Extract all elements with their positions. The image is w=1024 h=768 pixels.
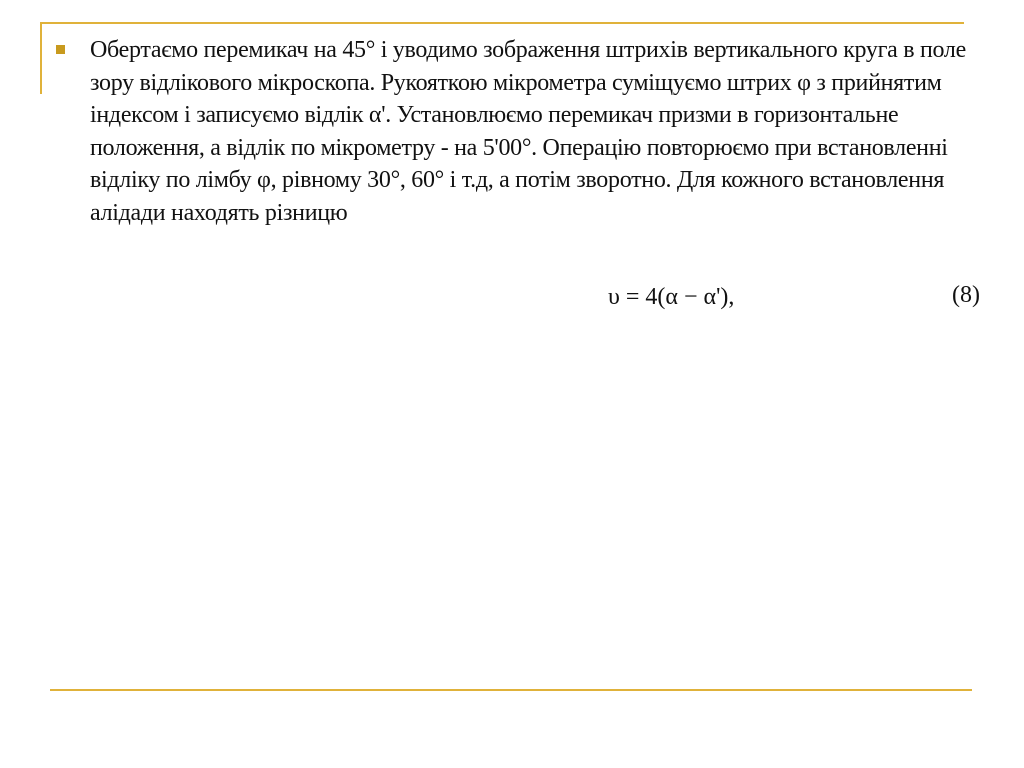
bottom-divider [50, 689, 972, 691]
formula-number: (8) [952, 282, 980, 308]
left-divider [40, 22, 42, 94]
top-divider [40, 22, 964, 24]
body-paragraph: Обертаємо перемикач на 45° і уводимо зображення штрихів вертикального круга в поле зору відлікового мікроскопа. Рукояткою мікрометра суміщуємо штрих φ з прийнятим індексом і записуємо відлік α'. Установлюємо перемикач призми в горизонтальне положення, а відлік по мікрометру - на 5'00°. Операцію повторюємо при встановленні відліку по лімбу φ, рівному 30°, 60° і т.д, а потім зворотно. Для кожного встановлення алідади находять різницю [90, 37, 966, 226]
formula: υ = 4(α − α'), [608, 284, 735, 310]
bullet-square-icon [56, 45, 65, 54]
